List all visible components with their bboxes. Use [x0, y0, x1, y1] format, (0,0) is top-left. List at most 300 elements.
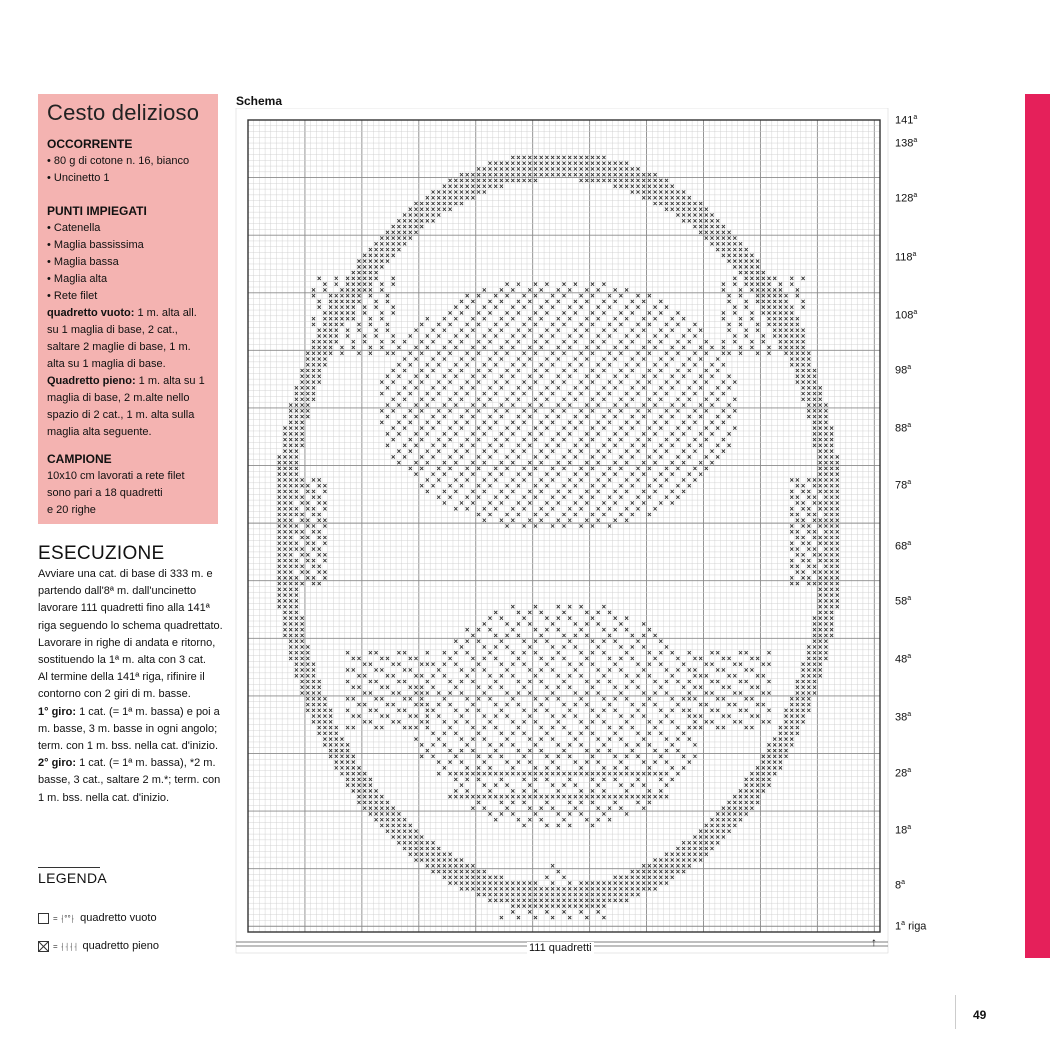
filled-square — [688, 357, 691, 360]
filled-square — [363, 663, 366, 666]
filled-square — [392, 663, 395, 666]
filled-square — [443, 674, 446, 677]
filled-square — [449, 749, 452, 752]
filled-square — [477, 755, 480, 758]
filled-square — [813, 403, 816, 406]
filled-square — [289, 403, 292, 406]
filled-square — [796, 536, 799, 539]
filled-square — [597, 899, 600, 902]
filled-square — [306, 686, 309, 689]
filled-square — [528, 415, 531, 418]
filled-square — [483, 185, 486, 188]
filled-square — [369, 807, 372, 810]
filled-square — [443, 766, 446, 769]
filled-square — [602, 905, 605, 908]
filled-square — [767, 778, 770, 781]
filled-square — [619, 761, 622, 764]
filled-square — [557, 905, 560, 908]
filled-square — [397, 720, 400, 723]
filled-square — [397, 225, 400, 228]
filled-square — [289, 519, 292, 522]
filled-square — [545, 910, 548, 913]
filled-square — [426, 450, 429, 453]
filled-square — [631, 657, 634, 660]
filled-square — [318, 478, 321, 481]
filled-square — [357, 260, 360, 263]
filled-square — [466, 190, 469, 193]
filled-square — [796, 484, 799, 487]
filled-square — [397, 709, 400, 712]
filled-square — [716, 398, 719, 401]
filled-square — [580, 743, 583, 746]
filled-square — [648, 196, 651, 199]
filled-square — [796, 496, 799, 499]
filled-square — [392, 311, 395, 314]
filled-square — [836, 547, 839, 550]
filled-square — [813, 668, 816, 671]
filled-square — [568, 743, 571, 746]
filled-square — [363, 340, 366, 343]
filled-square — [785, 749, 788, 752]
filled-square — [568, 288, 571, 291]
filled-square — [807, 369, 810, 372]
filled-square — [614, 795, 617, 798]
filled-square — [460, 386, 463, 389]
filled-square — [295, 674, 298, 677]
filled-square — [705, 835, 708, 838]
filled-square — [562, 818, 565, 821]
filled-square — [352, 340, 355, 343]
filled-square — [728, 714, 731, 717]
filled-square — [739, 352, 742, 355]
filled-square — [597, 306, 600, 309]
filled-square — [733, 720, 736, 723]
filled-square — [648, 427, 651, 430]
filled-square — [819, 386, 822, 389]
filled-square — [551, 363, 554, 366]
filled-square — [283, 461, 286, 464]
filled-square — [699, 674, 702, 677]
filled-square — [591, 789, 594, 792]
filled-square — [392, 703, 395, 706]
filled-square — [574, 645, 577, 648]
filled-square — [733, 703, 736, 706]
filled-square — [352, 668, 355, 671]
filled-square — [312, 720, 315, 723]
filled-square — [625, 450, 628, 453]
filled-square — [802, 680, 805, 683]
filled-square — [380, 657, 383, 660]
filled-square — [654, 876, 657, 879]
filled-square — [773, 294, 776, 297]
filled-square — [454, 778, 457, 781]
filled-square — [414, 714, 417, 717]
filled-square — [432, 709, 435, 712]
filled-square — [471, 173, 474, 176]
filled-square — [409, 363, 412, 366]
filled-square — [437, 772, 440, 775]
filled-square — [830, 513, 833, 516]
filled-square — [511, 334, 514, 337]
filled-square — [534, 173, 537, 176]
filled-square — [312, 663, 315, 666]
filled-square — [409, 847, 412, 850]
row-label: 138$^a$ — [895, 137, 918, 150]
filled-square — [363, 807, 366, 810]
filled-square — [785, 755, 788, 758]
pattern-title: Cesto delizioso — [47, 100, 200, 125]
filled-square — [705, 225, 708, 228]
filled-square — [357, 294, 360, 297]
filled-square — [625, 392, 628, 395]
filled-square — [357, 714, 360, 717]
filled-square — [636, 409, 639, 412]
filled-square — [682, 190, 685, 193]
filled-square — [631, 784, 634, 787]
filled-square — [813, 663, 816, 666]
filled-square — [506, 380, 509, 383]
filled-square — [591, 881, 594, 884]
filled-square — [659, 196, 662, 199]
filled-square — [380, 409, 383, 412]
filled-square — [500, 346, 503, 349]
filled-square — [790, 530, 793, 533]
filled-square — [534, 369, 537, 372]
filled-square — [585, 300, 588, 303]
filled-square — [665, 870, 668, 873]
filled-square — [591, 755, 594, 758]
filled-square — [665, 749, 668, 752]
filled-square — [295, 657, 298, 660]
filled-square — [802, 553, 805, 556]
filled-square — [278, 530, 281, 533]
filled-square — [346, 294, 349, 297]
filled-square — [392, 835, 395, 838]
filled-square — [488, 415, 491, 418]
filled-square — [602, 473, 605, 476]
filled-square — [790, 565, 793, 568]
filled-square — [278, 536, 281, 539]
filled-square — [654, 749, 657, 752]
filled-square — [648, 496, 651, 499]
filled-square — [471, 444, 474, 447]
filled-square — [283, 524, 286, 527]
filled-square — [540, 306, 543, 309]
filled-square — [699, 225, 702, 228]
filled-square — [608, 323, 611, 326]
filled-square — [352, 761, 355, 764]
filled-square — [728, 801, 731, 804]
filled-square — [767, 743, 770, 746]
filled-square — [483, 761, 486, 764]
filled-square — [511, 432, 514, 435]
filled-square — [506, 634, 509, 637]
filled-square — [420, 674, 423, 677]
filled-square — [568, 156, 571, 159]
filled-square — [585, 490, 588, 493]
filled-square — [545, 455, 548, 458]
sample-line: 10x10 cm lavorati a rete filet — [47, 470, 185, 482]
filled-square — [733, 674, 736, 677]
filled-square — [420, 467, 423, 470]
filled-square — [785, 306, 788, 309]
filled-square — [608, 881, 611, 884]
filled-square — [824, 427, 827, 430]
filled-square — [301, 519, 304, 522]
filled-square — [443, 346, 446, 349]
filled-square — [534, 323, 537, 326]
filled-square — [802, 277, 805, 280]
filled-square — [642, 714, 645, 717]
filled-square — [494, 893, 497, 896]
filled-square — [414, 686, 417, 689]
filled-square — [710, 818, 713, 821]
filled-square — [716, 680, 719, 683]
filled-square — [392, 818, 395, 821]
filled-square — [466, 651, 469, 654]
filled-square — [540, 334, 543, 337]
filled-square — [437, 438, 440, 441]
filled-square — [386, 242, 389, 245]
filled-square — [836, 570, 839, 573]
filled-square — [500, 778, 503, 781]
filled-square — [460, 881, 463, 884]
filled-square — [443, 202, 446, 205]
filled-square — [443, 651, 446, 654]
filled-square — [528, 714, 531, 717]
filled-square — [494, 438, 497, 441]
filled-square — [813, 536, 816, 539]
filled-square — [585, 881, 588, 884]
filled-square — [295, 605, 298, 608]
filled-square — [466, 352, 469, 355]
filled-square — [562, 657, 565, 660]
filled-square — [449, 870, 452, 873]
filled-square — [739, 242, 742, 245]
filled-square — [278, 570, 281, 573]
filled-square — [432, 663, 435, 666]
filled-square — [790, 743, 793, 746]
filled-square — [488, 162, 491, 165]
filled-square — [392, 438, 395, 441]
filled-square — [443, 415, 446, 418]
filled-square — [591, 311, 594, 314]
filled-square — [807, 363, 810, 366]
filled-square — [659, 709, 662, 712]
filled-square — [756, 283, 759, 286]
filled-square — [318, 703, 321, 706]
filled-square — [562, 455, 565, 458]
filled-square — [432, 853, 435, 856]
filled-square — [762, 674, 765, 677]
filled-square — [488, 755, 491, 758]
filled-square — [420, 841, 423, 844]
filled-square — [591, 801, 594, 804]
filled-square — [506, 784, 509, 787]
filled-square — [357, 323, 360, 326]
filled-square — [585, 519, 588, 522]
filled-square — [830, 473, 833, 476]
filled-square — [802, 375, 805, 378]
filled-square — [807, 703, 810, 706]
filled-square — [614, 893, 617, 896]
filled-square — [671, 461, 674, 464]
filled-square — [654, 202, 657, 205]
filled-square — [699, 231, 702, 234]
filled-square — [602, 605, 605, 608]
filled-square — [802, 392, 805, 395]
filled-square — [517, 167, 520, 170]
filled-square — [767, 277, 770, 280]
filled-square — [591, 467, 594, 470]
filled-square — [591, 369, 594, 372]
filled-square — [517, 415, 520, 418]
filled-square — [802, 363, 805, 366]
filled-square — [602, 651, 605, 654]
filled-square — [796, 352, 799, 355]
filled-square — [614, 686, 617, 689]
filled-square — [568, 905, 571, 908]
filled-square — [591, 524, 594, 527]
filled-square — [642, 386, 645, 389]
filled-square — [836, 467, 839, 470]
filled-square — [824, 403, 827, 406]
filled-square — [506, 807, 509, 810]
filled-square — [289, 421, 292, 424]
legend-title: LEGENDA — [38, 870, 108, 886]
filled-square — [392, 409, 395, 412]
filled-square — [722, 317, 725, 320]
filled-square — [323, 323, 326, 326]
filled-square — [602, 709, 605, 712]
filled-square — [460, 427, 463, 430]
filled-square — [449, 179, 452, 182]
filled-square — [397, 219, 400, 222]
filled-square — [654, 795, 657, 798]
filled-square — [625, 162, 628, 165]
filled-square — [460, 311, 463, 314]
filled-square — [631, 887, 634, 890]
filled-square — [802, 380, 805, 383]
filled-square — [636, 640, 639, 643]
filled-square — [682, 202, 685, 205]
materials-heading: OCCORRENTE — [47, 137, 133, 151]
filled-square — [375, 254, 378, 257]
filled-square — [705, 830, 708, 833]
filled-square — [807, 663, 810, 666]
filled-square — [523, 323, 526, 326]
filled-square — [375, 812, 378, 815]
filled-square — [682, 864, 685, 867]
filled-square — [676, 202, 679, 205]
filled-square — [369, 283, 372, 286]
filled-square — [363, 271, 366, 274]
filled-square — [523, 524, 526, 527]
filled-square — [380, 288, 383, 291]
filled-square — [363, 254, 366, 257]
filled-square — [437, 323, 440, 326]
filled-square — [511, 179, 514, 182]
filled-square — [375, 795, 378, 798]
filled-square — [676, 369, 679, 372]
filled-square — [665, 645, 668, 648]
filled-square — [790, 352, 793, 355]
filled-square — [312, 375, 315, 378]
filled-square — [625, 887, 628, 890]
filled-square — [454, 490, 457, 493]
filled-square — [705, 467, 708, 470]
filled-square — [659, 870, 662, 873]
filled-square — [745, 784, 748, 787]
filled-square — [597, 881, 600, 884]
filled-square — [483, 450, 486, 453]
filled-square — [460, 415, 463, 418]
filled-square — [551, 421, 554, 424]
filled-square — [403, 242, 406, 245]
filled-square — [807, 709, 810, 712]
filled-square — [619, 691, 622, 694]
filled-square — [301, 570, 304, 573]
filled-square — [790, 559, 793, 562]
filled-square — [488, 398, 491, 401]
filled-square — [545, 893, 548, 896]
filled-square — [597, 317, 600, 320]
filled-square — [352, 306, 355, 309]
filled-square — [483, 772, 486, 775]
filled-square — [574, 369, 577, 372]
filled-square — [557, 686, 560, 689]
filled-square — [483, 784, 486, 787]
filled-square — [796, 519, 799, 522]
filled-square — [523, 778, 526, 781]
filled-square — [301, 530, 304, 533]
filled-square — [676, 680, 679, 683]
filled-square — [443, 329, 446, 332]
filled-square — [306, 663, 309, 666]
filled-square — [477, 870, 480, 873]
filled-square — [494, 818, 497, 821]
filled-square — [551, 881, 554, 884]
filled-square — [591, 380, 594, 383]
filled-square — [540, 749, 543, 752]
filled-square — [705, 455, 708, 458]
filled-square — [665, 185, 668, 188]
filled-square — [460, 772, 463, 775]
filled-square — [414, 461, 417, 464]
filled-square — [636, 881, 639, 884]
filled-square — [528, 375, 531, 378]
filled-square — [420, 703, 423, 706]
filled-square — [523, 686, 526, 689]
filled-square — [443, 858, 446, 861]
filled-square — [477, 190, 480, 193]
filled-square — [631, 300, 634, 303]
filled-square — [745, 726, 748, 729]
filled-square — [318, 375, 321, 378]
filled-square — [665, 478, 668, 481]
filled-square — [511, 801, 514, 804]
filled-square — [477, 352, 480, 355]
filled-square — [836, 478, 839, 481]
filled-square — [540, 611, 543, 614]
filled-square — [642, 300, 645, 303]
filled-square — [323, 720, 326, 723]
filled-square — [665, 864, 668, 867]
filled-square — [608, 772, 611, 775]
filled-square — [437, 202, 440, 205]
filled-square — [363, 306, 366, 309]
filled-square — [295, 640, 298, 643]
